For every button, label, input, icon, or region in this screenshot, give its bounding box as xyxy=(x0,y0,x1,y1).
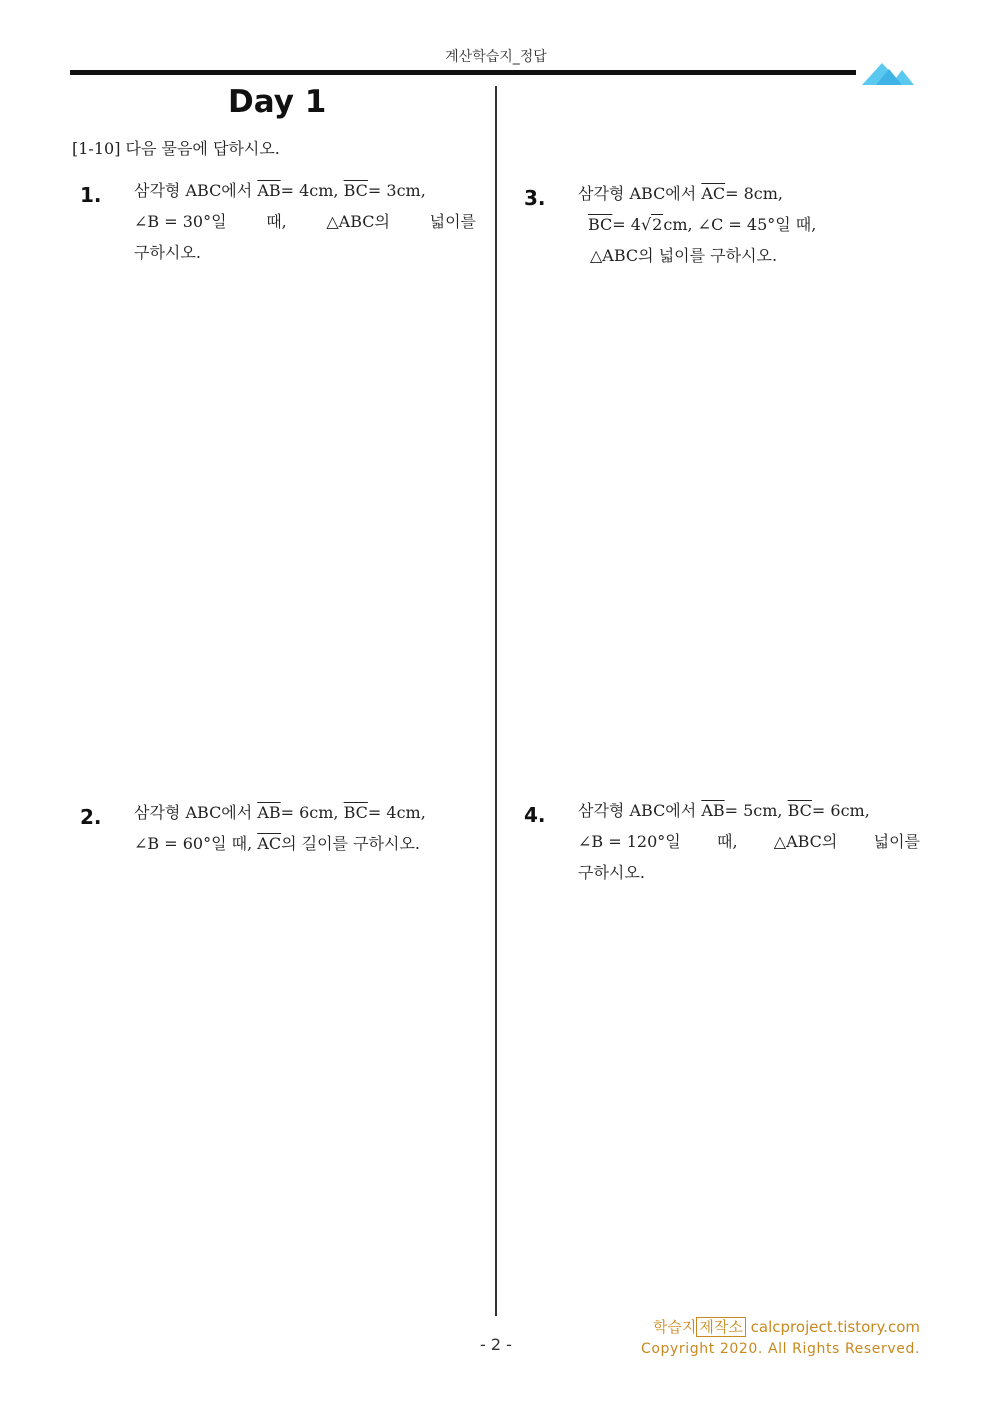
mountain-logo-icon xyxy=(862,58,914,86)
header-title: 계산학습지_정답 xyxy=(445,49,547,65)
text-segment: 삼각형 ABC에서 xyxy=(578,801,702,820)
header-rule xyxy=(70,70,856,75)
problem-number: 1. xyxy=(80,183,102,207)
problem-text xyxy=(578,178,920,271)
text-segment: △ABC의 xyxy=(773,832,838,851)
text-segment: 넓이를 xyxy=(873,832,920,851)
text-segment: 삼각형 ABC에서 xyxy=(134,803,258,822)
segment-ac: $\overline{AC}$ xyxy=(257,834,282,853)
instruction: [1-10] 다음 물음에 답하시오. xyxy=(72,139,280,158)
sqrt-argument: 2 xyxy=(652,215,663,234)
segment-bc: $\overline{BC}$ xyxy=(343,181,368,200)
text-segment: ∠B = 60°일 때, xyxy=(134,834,258,853)
segment-ac: $\overline{AC}$ xyxy=(701,184,726,203)
sqrt-sign: √ xyxy=(640,215,652,234)
text-segment: 때, xyxy=(716,832,738,851)
page-number: - 2 - xyxy=(480,1335,512,1354)
segment-ab: $\overline{AB}$ xyxy=(701,801,725,820)
text-segment: 구하시오. xyxy=(578,863,645,882)
text-segment: = 3cm, xyxy=(367,181,426,200)
brand-box: 제작소 xyxy=(696,1317,745,1337)
problem-text xyxy=(134,175,476,268)
footer-url[interactable]: calcproject.tistory.com xyxy=(745,1318,920,1336)
text-segment: ∠B = 120°일 xyxy=(578,832,681,851)
text-segment: = 6cm, xyxy=(811,801,870,820)
text-segment: 때, xyxy=(266,212,287,231)
text-segment: △ABC의 넓이를 구하시오. xyxy=(590,246,778,265)
day-title: Day 1 xyxy=(228,84,327,120)
footer-copyright: Copyright 2020. All Rights Reserved. xyxy=(640,1341,920,1357)
text-segment: ∠B = 30°일 xyxy=(134,212,227,231)
segment-bc: $\overline{BC}$ xyxy=(588,215,613,234)
text-segment: = 8cm, xyxy=(725,184,783,203)
text-segment: 구하시오. xyxy=(134,243,201,262)
text-segment: cm, ∠C = 45°일 때, xyxy=(663,215,817,234)
problem-text xyxy=(134,797,476,859)
footer-brand xyxy=(653,1316,920,1337)
text-segment: 삼각형 ABC에서 xyxy=(134,181,258,200)
segment-ab: $\overline{AB}$ xyxy=(257,181,281,200)
text-segment: = 5cm, xyxy=(724,801,788,820)
text-segment: 의 길이를 구하시오. xyxy=(281,834,420,853)
text-segment: 삼각형 ABC에서 xyxy=(578,184,702,203)
segment-ab: $\overline{AB}$ xyxy=(257,803,281,822)
text-segment: = 6cm, xyxy=(280,803,344,822)
text-segment: 넓이를 xyxy=(429,212,476,231)
problem-number: 2. xyxy=(80,805,102,829)
segment-bc: $\overline{BC}$ xyxy=(787,801,812,820)
text-segment: △ABC의 xyxy=(326,212,390,231)
column-divider xyxy=(495,86,497,1316)
segment-bc: $\overline{BC}$ xyxy=(343,803,368,822)
problem-number: 4. xyxy=(524,803,546,827)
problem-number: 3. xyxy=(524,186,546,210)
text-segment: = 4cm, xyxy=(367,803,426,822)
brand-name: 학습지 xyxy=(652,1318,697,1336)
text-segment: = 4cm, xyxy=(280,181,344,200)
problem-text xyxy=(578,795,920,888)
text-segment: = 4 xyxy=(612,215,641,234)
